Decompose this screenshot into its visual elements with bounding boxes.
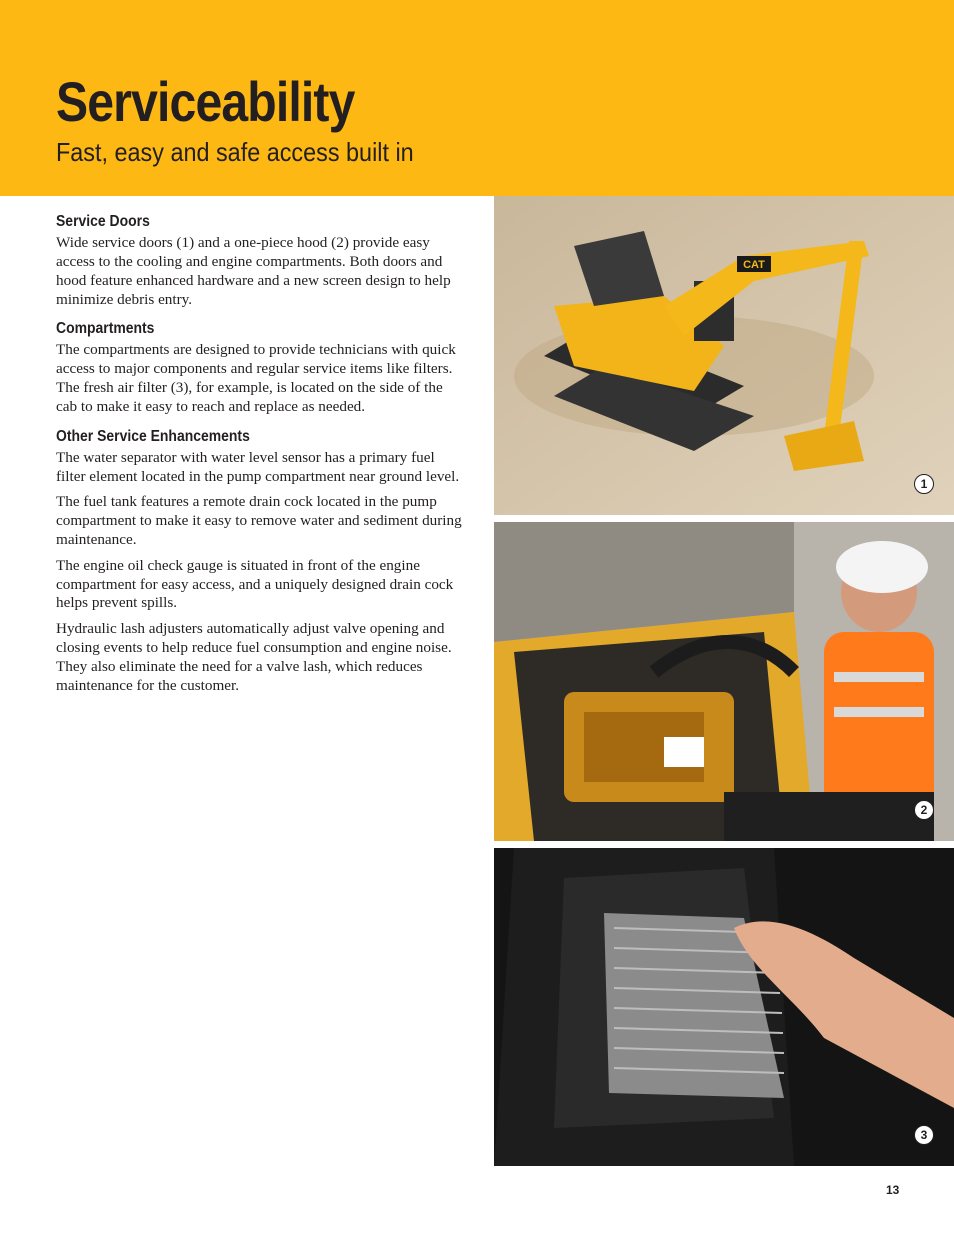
page-number: 13 [886,1183,900,1197]
paragraph: The fuel tank features a remote drain cock located in the pump compartment to make it easy to remove water and sediment during maintenance. [56,493,462,548]
section-other-service-enhancements [56,427,464,696]
svg-text:CAT: CAT [743,259,765,271]
paragraph: Hydraulic lash adjusters automatically adjust valve opening and closing events to help reduce fuel consumption and engine noise. They also eliminate the need for a valve lash, which reduces maintenance for the customer. [56,620,452,694]
paragraph: The compartments are designed to provide technicians with quick access to major components and regular service items like filters. The fresh air filter (3), for example, is located on the side of the cab to make it easy to reach and replace as needed. [56,341,456,415]
paragraph: The water separator with water level sensor has a primary fuel filter element located in the pump compartment near ground level. [56,448,460,485]
section-compartments [56,319,464,416]
technician-engine-photo [494,522,954,841]
callout-badge: 2 [914,800,934,820]
excavator-illustration [494,196,954,515]
section-heading: Compartments [56,320,155,338]
section-heading: Service Doors [56,213,150,230]
page-title: Serviceability [56,70,355,133]
air-filter-illustration [494,848,954,1166]
paragraph: The engine oil check gauge is situated in front of the engine compartment for easy access, and a uniquely designed drain cock helps prevent spills. [56,556,454,612]
excavator-photo [494,196,954,515]
callout-badge: 1 [914,474,934,494]
air-filter-photo [494,848,954,1166]
cat-logo [737,256,771,272]
header-banner [0,0,954,196]
text-column [56,212,464,705]
callout-badge: 3 [914,1125,934,1145]
section-heading: Other Service Enhancements [56,427,250,445]
section-service-doors [56,212,464,309]
page-subtitle: Fast, easy and safe access built in [56,137,414,167]
paragraph: Wide service doors (1) and a one-piece hood (2) provide easy access to the cooling and engine compartments. Both doors and hood feature enhanced hardware and a new screen design to help minimize debris entry. [56,234,451,308]
technician-illustration [494,522,954,841]
